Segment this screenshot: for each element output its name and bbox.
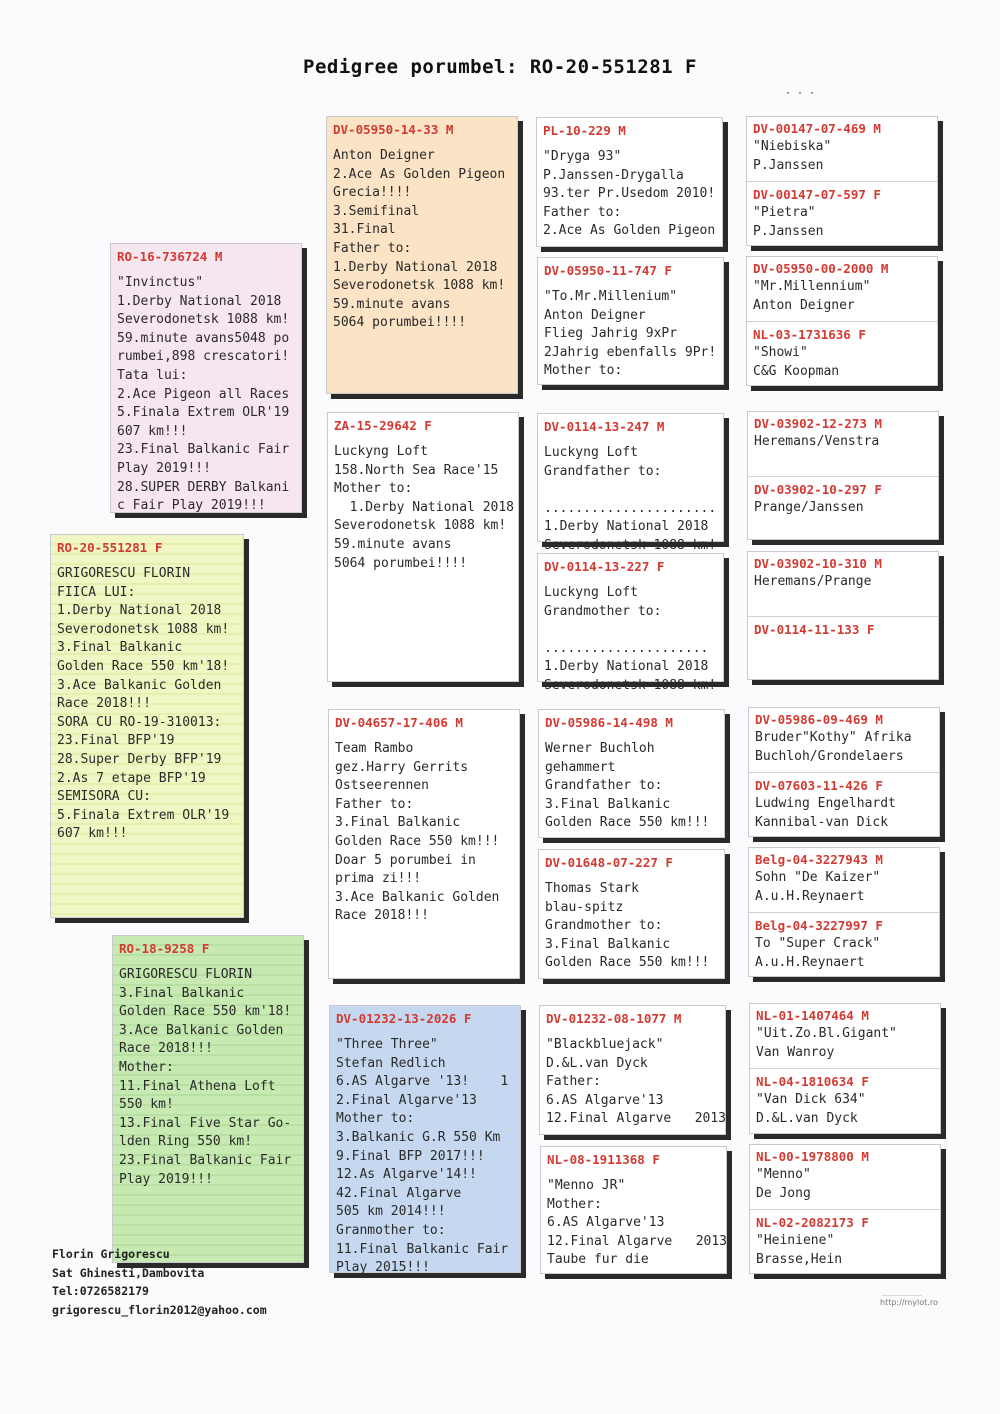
ring-number: ZA-15-29642 F [334, 418, 432, 433]
ring-number: Belg-04-3227943 M [755, 852, 883, 867]
pedigree-text: GRIGORESCU FLORIN 3.Final Balkanic Golden Race 550 km'18! 3.Ace Balkanic Golden Race 2018!!! Mother: 11.Final Athena Loft 550 km! 13.Final Five Star Go- lden Ring 550 km! 23.Final Balkanic Fair Play 2019!!! [119, 967, 292, 1187]
dam-dam-card[interactable] [329, 1005, 521, 1276]
pedigree-text: "Heiniene" Brasse,Hein [756, 1233, 843, 1267]
ring-number: RO-16-736724 M [117, 249, 223, 264]
divider [748, 476, 938, 477]
gen5-top [756, 1149, 934, 1209]
pedigree-text: "Blackbluejack" D.&L.van Dyck Father: 6.AS Algarve'13 12.Final Algarve 2013 [546, 1037, 727, 1127]
ring-number: NL-08-1911368 F [547, 1152, 660, 1167]
gen5-bottom [755, 772, 933, 832]
divider [750, 1068, 940, 1069]
pedigree-text: "Uit.Zo.Bl.Gigant" Van Wanroy [756, 1026, 897, 1060]
pedigree-text: Luckyng Loft 158.North Sea Race'15 Mother to: 1.Derby National 2018 Severodonetsk 1088 km! 59.minute avans 5064 porumbei!!!! [334, 444, 515, 571]
pedigree-text: "Pietra" P.Janssen [753, 205, 824, 239]
breeder-phone: Tel:0726582179 [52, 1284, 149, 1298]
subject-card[interactable] [50, 534, 244, 918]
gen5-bottom [753, 181, 931, 241]
ring-number: NL-04-1810634 F [756, 1074, 869, 1089]
ring-number: DV-0114-13-247 M [544, 419, 665, 434]
dam-sire-card[interactable] [328, 709, 520, 979]
site-logo-mark [882, 1283, 922, 1296]
pedigree-text: Team Rambo gez.Harry Gerrits Ostseerennen Father to: 3.Final Balkanic Golden Race 550 km!!! Doar 5 porumbei in prima zi!!! 3.Ace Balkanic Golden Race 2018!!! [335, 741, 500, 924]
sss-card[interactable] [536, 117, 723, 247]
ring-number: DV-01648-07-227 F [545, 855, 673, 870]
ring-number: DV-05950-14-33 M [333, 122, 454, 137]
ring-number: PL-10-229 M [543, 123, 626, 138]
pedigree-text: To "Super Crack" A.u.H.Reynaert [755, 936, 881, 970]
pedigree-text: "Three Three" Stefan Redlich 6.AS Algarve '13! 1 2.Final Algarve'13 Mother to: 3.Balkanic G.R 550 Km 9.Final BFP 2017!!! 12.As Algarve'14!! 42.Final Algarve 505 km 2014!!! Granmother to: 11.Final Balkanic Fair Play 2015!!! [336, 1037, 509, 1276]
gen5-pair-1[interactable] [746, 116, 938, 246]
dam-card[interactable] [112, 935, 304, 1263]
ring-number: DV-01232-08-1077 M [546, 1011, 682, 1026]
gen5-top [753, 121, 931, 181]
gen5-bottom [753, 321, 931, 381]
pedigree-text: GRIGORESCU FLORIN FIICA LUI: 1.Derby National 2018 Severodonetsk 1088 km! 3.Final Balkanic Golden Race 550 km'18! 3.Ace Balkanic Golden Race 2018!!! SORA CU RO-19-310013: 23.Final BFP'19 28.Super Derby BFP'19 2.As 7 etape BFP'19 SEMISORA CU: 5.Finala Extrem OLR'19 607 km!!! [57, 566, 230, 842]
divider [749, 772, 939, 773]
dsd-card[interactable] [538, 849, 725, 979]
pedigree-text: Bruder"Kothy" Afrika Buchloh/Grondelaers [755, 730, 912, 764]
pedigree-text: Luckyng Loft Grandmother to: ..................... 1.Derby National 2018 Severodonetsk 1088 km! [544, 585, 717, 693]
ring-number: DV-00147-07-597 F [753, 187, 881, 202]
divider [749, 912, 939, 913]
pedigree-text: Thomas Stark blau-spitz Grandmother to: 3.Final Balkanic Golden Race 550 km!!! [545, 881, 710, 971]
gen5-pair-5[interactable] [748, 707, 940, 837]
gen5-top [756, 1008, 934, 1068]
ssd-card[interactable] [537, 257, 724, 385]
breeder-contact [52, 1245, 267, 1319]
ring-number: RO-18-9258 F [119, 941, 210, 956]
pedigree-text: Ludwing Engelhardt Kannibal-van Dick [755, 796, 896, 830]
ring-number: NL-01-1407464 M [756, 1008, 869, 1023]
gen5-pair-8[interactable] [749, 1144, 941, 1274]
pedigree-text: "Van Dick 634" D.&L.van Dyck [756, 1092, 866, 1126]
gen5-bottom [755, 912, 933, 972]
ring-number: NL-02-2082173 F [756, 1215, 869, 1230]
sdd-card[interactable] [537, 553, 724, 693]
gen5-pair-3[interactable] [747, 411, 939, 540]
ring-number: DV-05986-09-469 M [755, 712, 883, 727]
ring-number: DV-03902-10-297 F [754, 482, 882, 497]
pedigree-text: "Menno" De Jong [756, 1167, 811, 1201]
gen5-top [753, 261, 931, 321]
pedigree-text: Prange/Janssen [754, 500, 864, 515]
sire-card[interactable] [110, 243, 302, 513]
breeder-address: Sat Ghinesti,Dambovita [52, 1265, 205, 1280]
ring-number: DV-05950-00-2000 M [753, 261, 889, 276]
gen5-bottom [756, 1068, 934, 1128]
gen5-bottom [754, 616, 932, 637]
pedigree-text: "Invinctus" 1.Derby National 2018 Severodonetsk 1088 km! 59.minute avans5048 po rumbei,898 crescatori! Tata lui: 2.Ace Pigeon all Races 5.Finala Extrem OLR'19 607 km!!! 23.Final Balkanic Fair Play 2019!!! 28.SUPER DERBY Balkani c Fair Play 2019!!! [117, 275, 290, 514]
dds-card[interactable] [539, 1005, 726, 1135]
pedigree-text: "Dryga 93" P.Janssen-Drygalla 93.ter Pr.Usedom 2010! Father to: 2.Ace As Golden Pigeon [543, 149, 716, 239]
divider [747, 321, 937, 322]
ring-number: DV-03902-12-273 M [754, 416, 882, 431]
ring-number: DV-05950-11-747 F [544, 263, 672, 278]
gen5-pair-7[interactable] [749, 1003, 941, 1134]
ring-number: DV-0114-11-133 F [754, 622, 875, 637]
ring-number: Belg-04-3227997 F [755, 918, 883, 933]
pedigree-text: Sohn "De Kaizer" A.u.H.Reynaert [755, 870, 881, 904]
pedigree-text: Werner Buchloh gehammert Grandfather to: 3.Final Balkanic Golden Race 550 km!!! [545, 741, 710, 831]
divider [747, 181, 937, 182]
gen5-top [754, 556, 932, 616]
pedigree-text: "Niebiska" P.Janssen [753, 139, 832, 173]
pedigree-text: "To.Mr.Millenium" Anton Deigner Flieg Jahrig 9xPr 2Jahrig ebenfalls 9Pr! Mother to: [544, 289, 717, 379]
pedigree-text: Heremans/Venstra [754, 434, 880, 449]
ring-number: DV-03902-10-310 M [754, 556, 882, 571]
sds-card[interactable] [537, 413, 724, 553]
scan-mark: · · · [785, 88, 816, 99]
gen5-top [754, 416, 932, 476]
ring-number: DV-00147-07-469 M [753, 121, 881, 136]
ddd-card[interactable] [540, 1146, 727, 1274]
pedigree-text: Luckyng Loft Grandfather to: ...................... 1.Derby National 2018 Severodonetsk 1088 km! [544, 445, 717, 553]
ring-number: DV-04657-17-406 M [335, 715, 463, 730]
ring-number: NL-03-1731636 F [753, 327, 866, 342]
gen5-pair-2[interactable] [746, 256, 938, 386]
breeder-name: Florin Grigorescu [52, 1247, 170, 1261]
ring-number: DV-05986-14-498 M [545, 715, 673, 730]
ring-number: DV-07603-11-426 F [755, 778, 883, 793]
sire-sire-card[interactable] [326, 116, 518, 394]
gen5-bottom [756, 1209, 934, 1269]
gen5-pair-4[interactable] [747, 551, 939, 680]
pedigree-text: Anton Deigner 2.Ace As Golden Pigeon Grecia!!!! 3.Semifinal 31.Final Father to: 1.Derby National 2018 Severodonetsk 1088 km! 59.minute avans 5064 porumbei!!!! [333, 148, 506, 331]
gen5-top [755, 852, 933, 912]
divider [750, 1209, 940, 1210]
dss-card[interactable] [538, 709, 725, 838]
divider [748, 616, 938, 617]
gen5-bottom [754, 476, 932, 518]
ring-number: DV-0114-13-227 F [544, 559, 665, 574]
gen5-pair-6[interactable] [748, 847, 940, 977]
pedigree-text: Heremans/Prange [754, 574, 872, 589]
sire-dam-card[interactable] [327, 412, 519, 682]
website-link[interactable]: http://mylot.ro [880, 1298, 938, 1307]
breeder-email[interactable]: grigorescu_florin2012@yahoo.com [52, 1302, 267, 1317]
pedigree-text: "Mr.Millennium" Anton Deigner [753, 279, 871, 313]
ring-number: NL-00-1978800 M [756, 1149, 869, 1164]
pedigree-text: "Menno JR" Mother: 6.AS Algarve'13 12.Final Algarve 2013 Taube fur die [547, 1178, 728, 1268]
ring-number: RO-20-551281 F [57, 540, 163, 555]
gen5-top [755, 712, 933, 772]
page-title: Pedigree porumbel: RO-20-551281 F [303, 56, 697, 78]
ring-number: DV-01232-13-2026 F [336, 1011, 472, 1026]
pedigree-text: "Showi" C&G Koopman [753, 345, 840, 379]
